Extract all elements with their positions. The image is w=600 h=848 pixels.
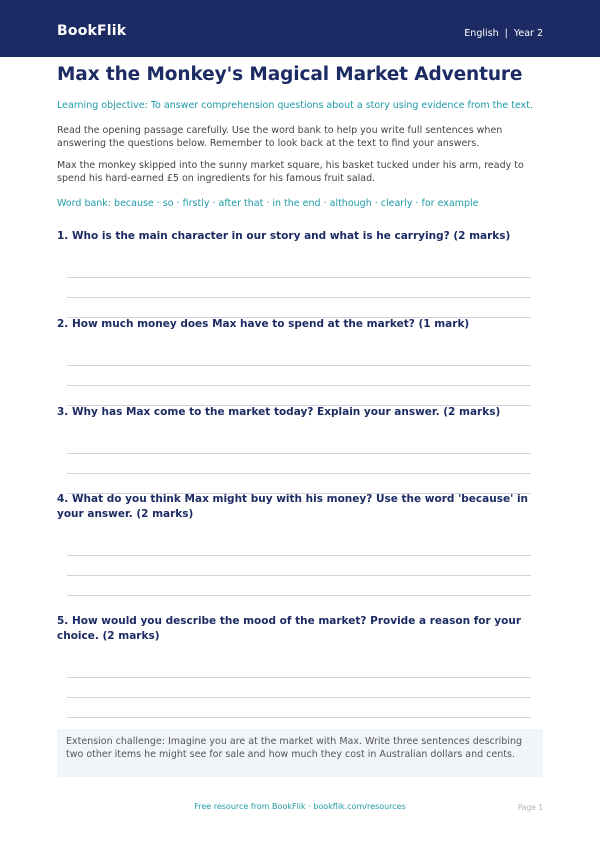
footer-credit[interactable]: Free resource from BookFlik · bookflik.com/resources [194, 802, 406, 811]
question-2: 2. How much money does Max have to spend at the market? (1 mark) [57, 318, 470, 330]
subject-label: English [464, 28, 499, 39]
answer-line-q2-2[interactable] [67, 385, 531, 386]
header-meta [464, 28, 543, 39]
answer-line-q4-3[interactable] [67, 595, 531, 596]
page-header [0, 0, 600, 57]
word-bank: Word bank: because · so · firstly · after that · in the end · although · clearly · for example [57, 198, 479, 209]
header-separator: | [504, 28, 508, 39]
question-3: 3. Why has Max come to the market today? Explain your answer. (2 marks) [57, 406, 501, 418]
answer-line-q5-2[interactable] [67, 697, 531, 698]
answer-line-q3-1[interactable] [67, 453, 531, 454]
answer-line-q4-2[interactable] [67, 575, 531, 576]
page-number: Page 1 [517, 803, 543, 812]
answer-line-q1-2[interactable] [67, 297, 531, 298]
answer-line-q5-1[interactable] [67, 677, 531, 678]
brand-logo: BookFlik [57, 23, 127, 39]
answer-line-q2-1[interactable] [67, 365, 531, 366]
story-passage: Max the monkey skipped into the sunny market square, his basket tucked under his arm, ready to spend his hard-earned £5 on ingredients for his famous fruit salad. [57, 160, 524, 184]
learning-objective: Learning objective: To answer comprehension questions about a story using evidence from the text. [57, 100, 534, 111]
worksheet-title: Max the Monkey's Magical Market Adventure [57, 64, 523, 85]
answer-line-q1-1[interactable] [67, 277, 531, 278]
question-5: 5. How would you describe the mood of the market? Provide a reason for your choice. (2 marks) [57, 615, 522, 642]
question-1: 1. Who is the main character in our story and what is he carrying? (2 marks) [57, 230, 511, 242]
question-4: 4. What do you think Max might buy with his money? Use the word 'because' in your answer. (2 marks) [57, 493, 529, 520]
answer-line-q5-3[interactable] [67, 717, 531, 718]
answer-line-q4-1[interactable] [67, 555, 531, 556]
answer-line-q3-2[interactable] [67, 473, 531, 474]
instructions-text: Read the opening passage carefully. Use the word bank to help you write full sentences when answering the questions below. Remember to look back at the text to find your answers. [57, 125, 503, 149]
year-label: Year 2 [513, 28, 543, 39]
extension-challenge: Extension challenge: Imagine you are at the market with Max. Write three sentences describing two other items he might see for sale and how much they cost in Australian dollars and cents. [57, 729, 543, 777]
